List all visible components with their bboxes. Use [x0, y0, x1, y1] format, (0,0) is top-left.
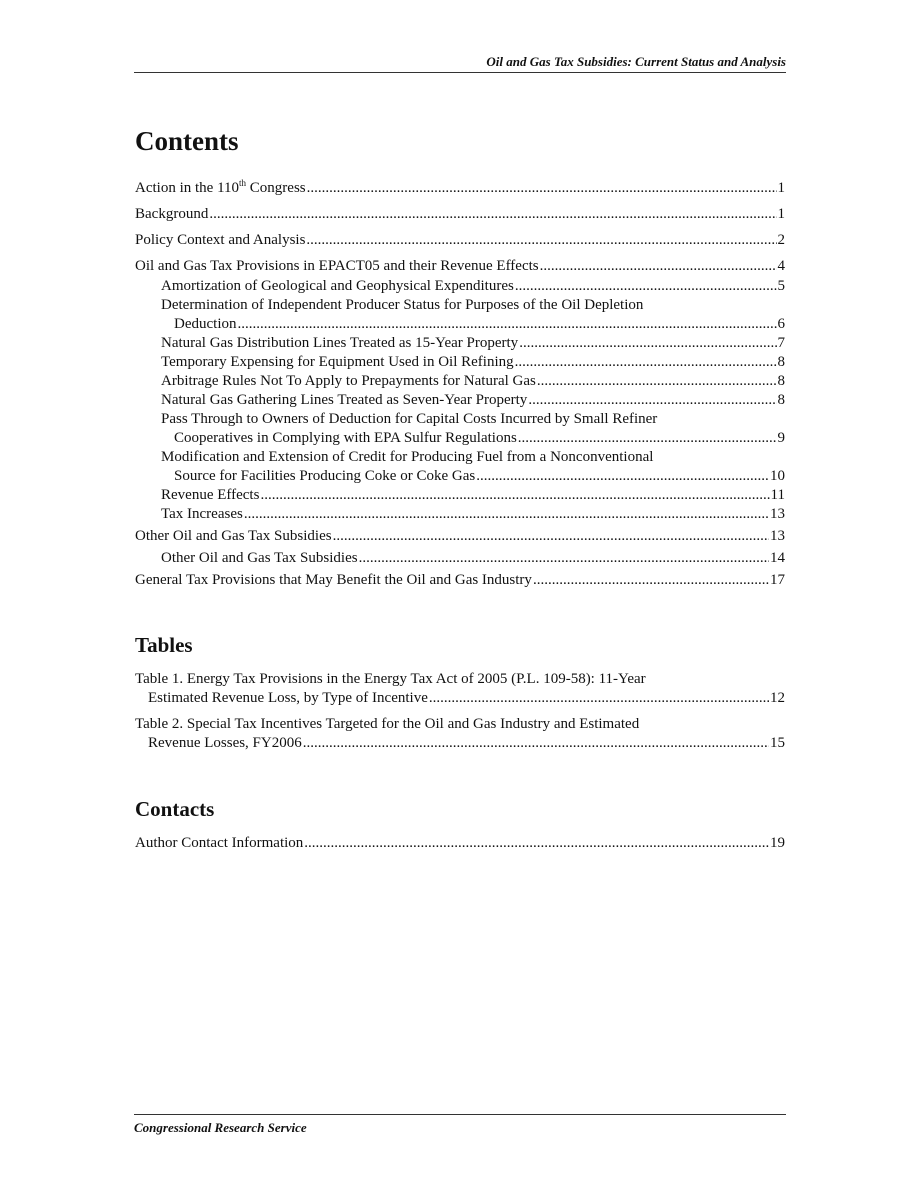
section-spacer	[135, 597, 785, 632]
toc-entry-action-110th[interactable]: Action in the 110th Congress ..... 1	[135, 179, 785, 198]
dot-leader	[533, 571, 769, 590]
page-number: 8	[777, 392, 785, 408]
dot-leader	[515, 353, 777, 372]
page-number: 13	[770, 506, 785, 522]
page-number: 11	[770, 487, 785, 503]
toc-entry-arbitrage-rules[interactable]: Arbitrage Rules Not To Apply to Prepayments for Natural Gas ..... 8	[135, 372, 785, 391]
toc-entry-amortization[interactable]: Amortization of Geological and Geophysical Expenditures ..... 5	[135, 277, 785, 296]
dot-leader	[476, 467, 769, 486]
dot-leader	[537, 372, 777, 391]
toc-entry-background[interactable]: Background ..... 1	[135, 205, 785, 224]
dot-leader	[540, 257, 777, 276]
dot-leader	[518, 429, 777, 448]
toc-entry-gathering-lines[interactable]: Natural Gas Gathering Lines Treated as Seven-Year Property ..... 8	[135, 391, 785, 410]
dot-leader	[359, 549, 769, 568]
page-number: 14	[770, 550, 785, 566]
dot-leader	[244, 505, 769, 524]
toc-entry-policy-context[interactable]: Policy Context and Analysis ..... 2	[135, 231, 785, 250]
toc-entry-table-1[interactable]: Table 1. Energy Tax Provisions in the Energy Tax Act of 2005 (P.L. 109-58): 11-Year Estimated Revenue Loss, by Type of Incentive ..... 12	[135, 670, 785, 708]
dot-leader	[333, 527, 769, 546]
running-header	[134, 54, 786, 73]
page-number: 13	[770, 528, 785, 544]
dot-leader	[519, 334, 776, 353]
page-number: 8	[777, 354, 785, 370]
dot-leader	[306, 231, 776, 250]
page-number: 12	[770, 690, 785, 706]
toc-entry-general-provisions[interactable]: General Tax Provisions that May Benefit the Oil and Gas Industry ..... 17	[135, 571, 785, 590]
page-number: 10	[770, 468, 785, 484]
dot-leader	[303, 734, 769, 753]
dot-leader	[304, 834, 769, 853]
toc-entry-revenue-effects[interactable]: Revenue Effects ..... 11	[135, 486, 785, 505]
toc-entry-author-contact[interactable]: Author Contact Information ..... 19	[135, 834, 785, 853]
page-number: 17	[770, 572, 785, 588]
contents-heading: Contents	[135, 126, 239, 156]
dot-leader	[260, 486, 769, 505]
page-number: 1	[777, 206, 785, 222]
contacts-heading: Contacts	[135, 797, 215, 821]
table-of-contents	[135, 124, 785, 860]
toc-entry-distribution-lines[interactable]: Natural Gas Distribution Lines Treated as 15-Year Property ..... 7	[135, 334, 785, 353]
page-number: 9	[777, 430, 785, 446]
page-number: 5	[777, 278, 785, 294]
dot-leader	[429, 689, 769, 708]
toc-entry-independent-producer[interactable]: Determination of Independent Producer Status for Purposes of the Oil Depletion Deduction ..... 6	[135, 296, 785, 334]
running-footer	[134, 1114, 786, 1136]
toc-entry-small-refiner[interactable]: Pass Through to Owners of Deduction for Capital Costs Incurred by Small Refiner Cooperatives in Complying with EPA Sulfur Regulations ..... 9	[135, 410, 785, 448]
toc-entry-other-subsidies-sub[interactable]: Other Oil and Gas Tax Subsidies ..... 14	[135, 549, 785, 568]
page-number: 6	[777, 316, 785, 332]
toc-entry-epact05-provisions[interactable]: Oil and Gas Tax Provisions in EPACT05 and their Revenue Effects ..... 4	[135, 257, 785, 276]
dot-leader	[307, 179, 777, 198]
section-spacer	[135, 760, 785, 796]
page-number: 1	[777, 180, 785, 196]
toc-entry-tax-increases[interactable]: Tax Increases ..... 13	[135, 505, 785, 524]
page-number: 19	[770, 835, 785, 851]
dot-leader	[237, 315, 776, 334]
toc-entry-temporary-expensing[interactable]: Temporary Expensing for Equipment Used in Oil Refining ..... 8	[135, 353, 785, 372]
page-number: 8	[777, 373, 785, 389]
tables-heading: Tables	[135, 633, 193, 657]
page-number: 4	[777, 258, 785, 274]
page-number: 2	[777, 232, 785, 248]
page-number: 15	[770, 735, 785, 751]
dot-leader	[515, 277, 777, 296]
footer-org: Congressional Research Service	[134, 1120, 307, 1135]
toc-entry-other-subsidies[interactable]: Other Oil and Gas Tax Subsidies ..... 13	[135, 527, 785, 546]
running-title: Oil and Gas Tax Subsidies: Current Status and Analysis	[486, 54, 786, 69]
page-number: 7	[777, 335, 785, 351]
dot-leader	[209, 205, 776, 224]
toc-entry-table-2[interactable]: Table 2. Special Tax Incentives Targeted for the Oil and Gas Industry and Estimated Revenue Losses, FY2006 ..... 15	[135, 715, 785, 753]
dot-leader	[528, 391, 776, 410]
toc-entry-nonconventional-credit[interactable]: Modification and Extension of Credit for Producing Fuel from a Nonconventional Source for Facilities Producing Coke or Coke Gas ..... 10	[135, 448, 785, 486]
